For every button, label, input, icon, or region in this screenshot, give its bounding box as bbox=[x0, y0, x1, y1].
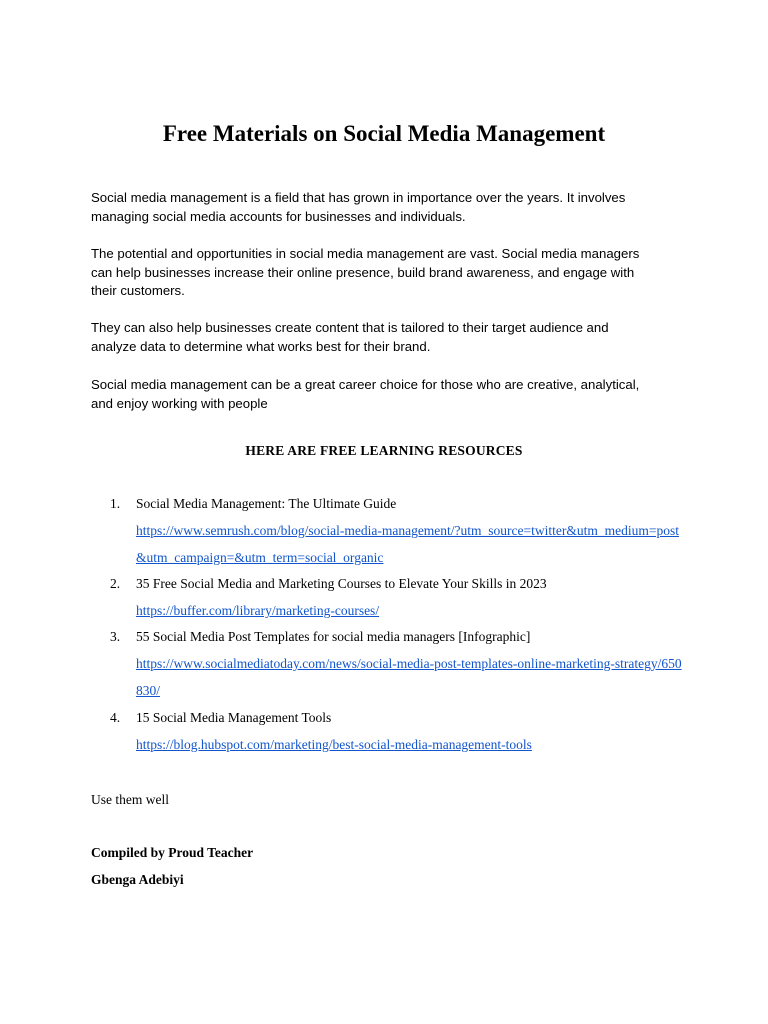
resource-number: 4. bbox=[110, 710, 121, 725]
closing-note: Use them well bbox=[91, 792, 169, 807]
resource-title: 35 Free Social Media and Marketing Courses to Elevate Your Skills in 2023 bbox=[136, 576, 547, 591]
resource-title: 55 Social Media Post Templates for social media managers [Infographic] bbox=[136, 629, 531, 644]
resources-heading: HERE ARE FREE LEARNING RESOURCES bbox=[245, 443, 523, 458]
resource-number: 2. bbox=[110, 576, 121, 591]
resource-link[interactable]: https://buffer.com/library/marketing-courses/ bbox=[136, 603, 380, 618]
resource-number: 1. bbox=[110, 496, 121, 511]
career-paragraph: Social media management can be a great career choice for those who are creative, analytical, and enjoy working with people bbox=[91, 377, 640, 411]
resource-link[interactable]: https://www.semrush.com/blog/social-media-management/?utm_source=twitter&utm_medium=post&utm_campaign=&utm_term=social_organic bbox=[136, 523, 679, 565]
document-title: Free Materials on Social Media Management bbox=[162, 121, 606, 146]
resource-link[interactable]: https://blog.hubspot.com/marketing/best-social-media-management-tools bbox=[136, 737, 532, 752]
resource-number: 3. bbox=[110, 629, 121, 644]
author-name: Gbenga Adebiyi bbox=[91, 872, 184, 887]
resource-link[interactable]: https://www.socialmediatoday.com/news/social-media-post-templates-online-marketing-strategy/650830/ bbox=[136, 656, 682, 698]
opportunities-paragraph: The potential and opportunities in social media management are vast. Social media managers can help businesses increase their online presence, build brand awareness, and engage with their customers. bbox=[91, 246, 640, 299]
resource-title: 15 Social Media Management Tools bbox=[136, 710, 332, 725]
intro-paragraph: Social media management is a field that has grown in importance over the years. It involves managing social media accounts for businesses and individuals. bbox=[91, 190, 626, 224]
compiled-by: Compiled by Proud Teacher bbox=[91, 845, 254, 860]
content-paragraph: They can also help businesses create content that is tailored to their target audience and analyze data to determine what works best for their brand. bbox=[91, 320, 609, 354]
resource-title: Social Media Management: The Ultimate Guide bbox=[136, 496, 397, 511]
